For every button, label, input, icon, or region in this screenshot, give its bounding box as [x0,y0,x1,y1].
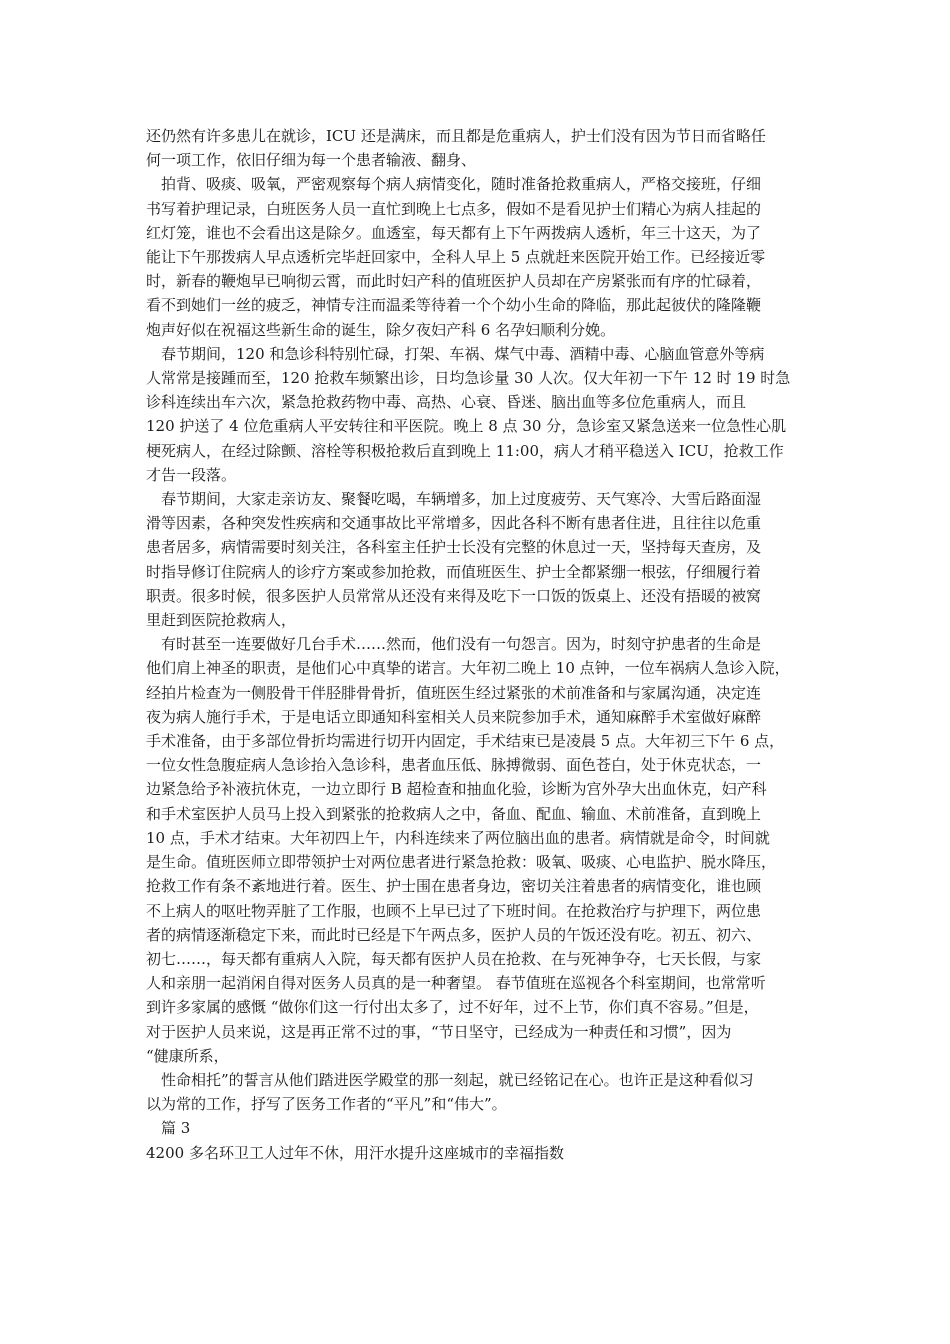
paragraph-oath: 性命相托”的誓言从他们踏进医学殿堂的那一刻起，就已经铭记在心。也许正是这种看似习 以为常的工作，抒写了医务工作者的“平凡”和“伟大”。 [146,1070,754,1114]
paragraph-emergency-120: 春节期间，120 和急诊科特别忙碌，打架、车祸、煤气中毒、酒精中毒、心脑血管意外等病 人常常是接踵而至，120 抢救车频繁出诊，日均急诊量 30 人次。仅大年初一下午 12 时 19 时急 诊科连续出车六次，紧急抢救药物中毒、高热、心衰、昏迷、脑出血等多位危重病人，而且 120 护送了 4 位危重病人平安转往和平医院。晚上 8 点 30 分，急诊室又紧急送来一位急性心肌 梗死病人，在经过除颤、溶栓等积极抢救后直到晚上 11:00，病人才稍平稳送入 ICU，抢救工作 才告一段落。 [146,344,791,484]
paragraph-icu-rounds: 还仍然有许多患儿在就诊，ICU 还是满床，而且都是危重病人，护士们没有因为节日而省略任 何一项工作，依旧仔细为每一个患者输液、翻身、 [146,127,766,170]
paragraph-surgeries: 有时甚至一连要做好几台手术……然而，他们没有一句怨言。因为，时刻守护患者的生命是 他们肩上神圣的职责，是他们心中真挚的诺言。大年初二晚上 10 点钟，一位车祸病人急诊入院， 经拍片检查为一侧股骨干伴胫腓骨骨折，值班医生经过紧张的术前准备和与家属沟通，决定连 夜为病人施行手术，于是电话立即通知科室相关人员来院参加手术，通知麻醉手术室做好麻醉 手术准备，由于多部位骨折均需进行切开内固定，手术结束已是凌晨 5 点。大年初三下午 6 点， 一位女性急腹症病人急诊抬入急诊科，患者血压低、脉搏微弱、面色苍白，处于休克状态，一 边紧急给予补液抗休克，一边立即行 B 超检查和抽血化验，诊断为宫外孕大出血休克，妇产科 和手术室医护人员马上投入到紧张的抢救病人之中，备血、配血、输血、术前准备，直到晚上 10 点，手术才结束。大年初四上午，内科连续来了两位脑出血的患者。病情就是命令，时间就 是生命。值班医师立即带领护士对两位患者进行紧急抢救：吸氧、吸痰、心电监护、脱水降压， 抢救工作有条不紊地进行着。医生、护士围在患者身边，密切关注着患者的病情变化，谁也顾 不上病人的呕吐物弄脏了工作服，也顾不上早已过了下班时间。在抢救治疗与护理下，两位患 者的病情逐渐稳定下来，而此时已经是下午两点多，医护人员的午饭还没有吃。初五、初六、 初七……，每天都有重病人入院，每天都有医护人员在抢救、在与死神争夺，七天长假，与家 人和亲朋一起消闲自得对医务人员真的是一种奢望。 春节值班在巡视各个科室期间，也常常听 到许多家属的感慨 “做你们这一行付出太多了，过不好年，过不上节，你们真不容易。”但是， 对于医护人员来说，这是再正常不过的事，“节日坚守，已经成为一种责任和习惯”，因为 “健康所系， [146,635,790,1065]
paragraph-spring-festival-patients: 春节期间，大家走亲访友、聚餐吃喝，车辆增多，加上过度疲劳、天气寒冷、大雪后路面湿 滑等因素，各种突发性疾病和交通事故比平常增多，因此各科不断有患者住进，且往往以危重 患者居多，病情需要时刻关注，各科室主任护士长没有完整的休息过一天，坚持每天查房，及 时指导修订住院病人的诊疗方案或参加抢救，而值班医生、护士全都紧绷一根弦，仔细履行着 职责。很多时候，很多医护人员常常从还没有来得及吃下一口饭的饭桌上、还没有捂暖的被窝 里赶到医院抢救病人， [146,490,762,630]
document-page [146,124,812,1165]
paragraph-new-year-eve-duty: 拍背、吸痰、吸氧，严密观察每个病人病情变化，随时准备抢救重病人，严格交接班，仔细 书写着护理记录，白班医务人员一直忙到晚上七点多，假如不是看见护士们精心为病人挂起的 红灯笼，谁也不会看出这是除夕。血透室，每天都有上下午两拨病人透析，年三十这天，为了 能让下午那拨病人早点透析完毕赶回家中，全科人早上 5 点就赶来医院开始工作。已经接近零 时，新春的鞭炮早已响彻云霄，而此时妇产科的值班医护人员却在产房紧张而有序的忙碌着， 看不到她们一丝的疲乏，神情专注而温柔等待着一个个幼小生命的降临，那此起彼伏的隆隆鞭 炮声好似在祝福这些新生命的诞生，除夕夜妇产科 6 名孕妇顺利分娩。 [146,175,766,339]
section-heading-part-3: 篇 3 [146,1119,191,1138]
article-title-sanitation-workers: 4200 多名环卫工人过年不休，用汗水提升这座城市的幸福指数 [146,1143,564,1162]
